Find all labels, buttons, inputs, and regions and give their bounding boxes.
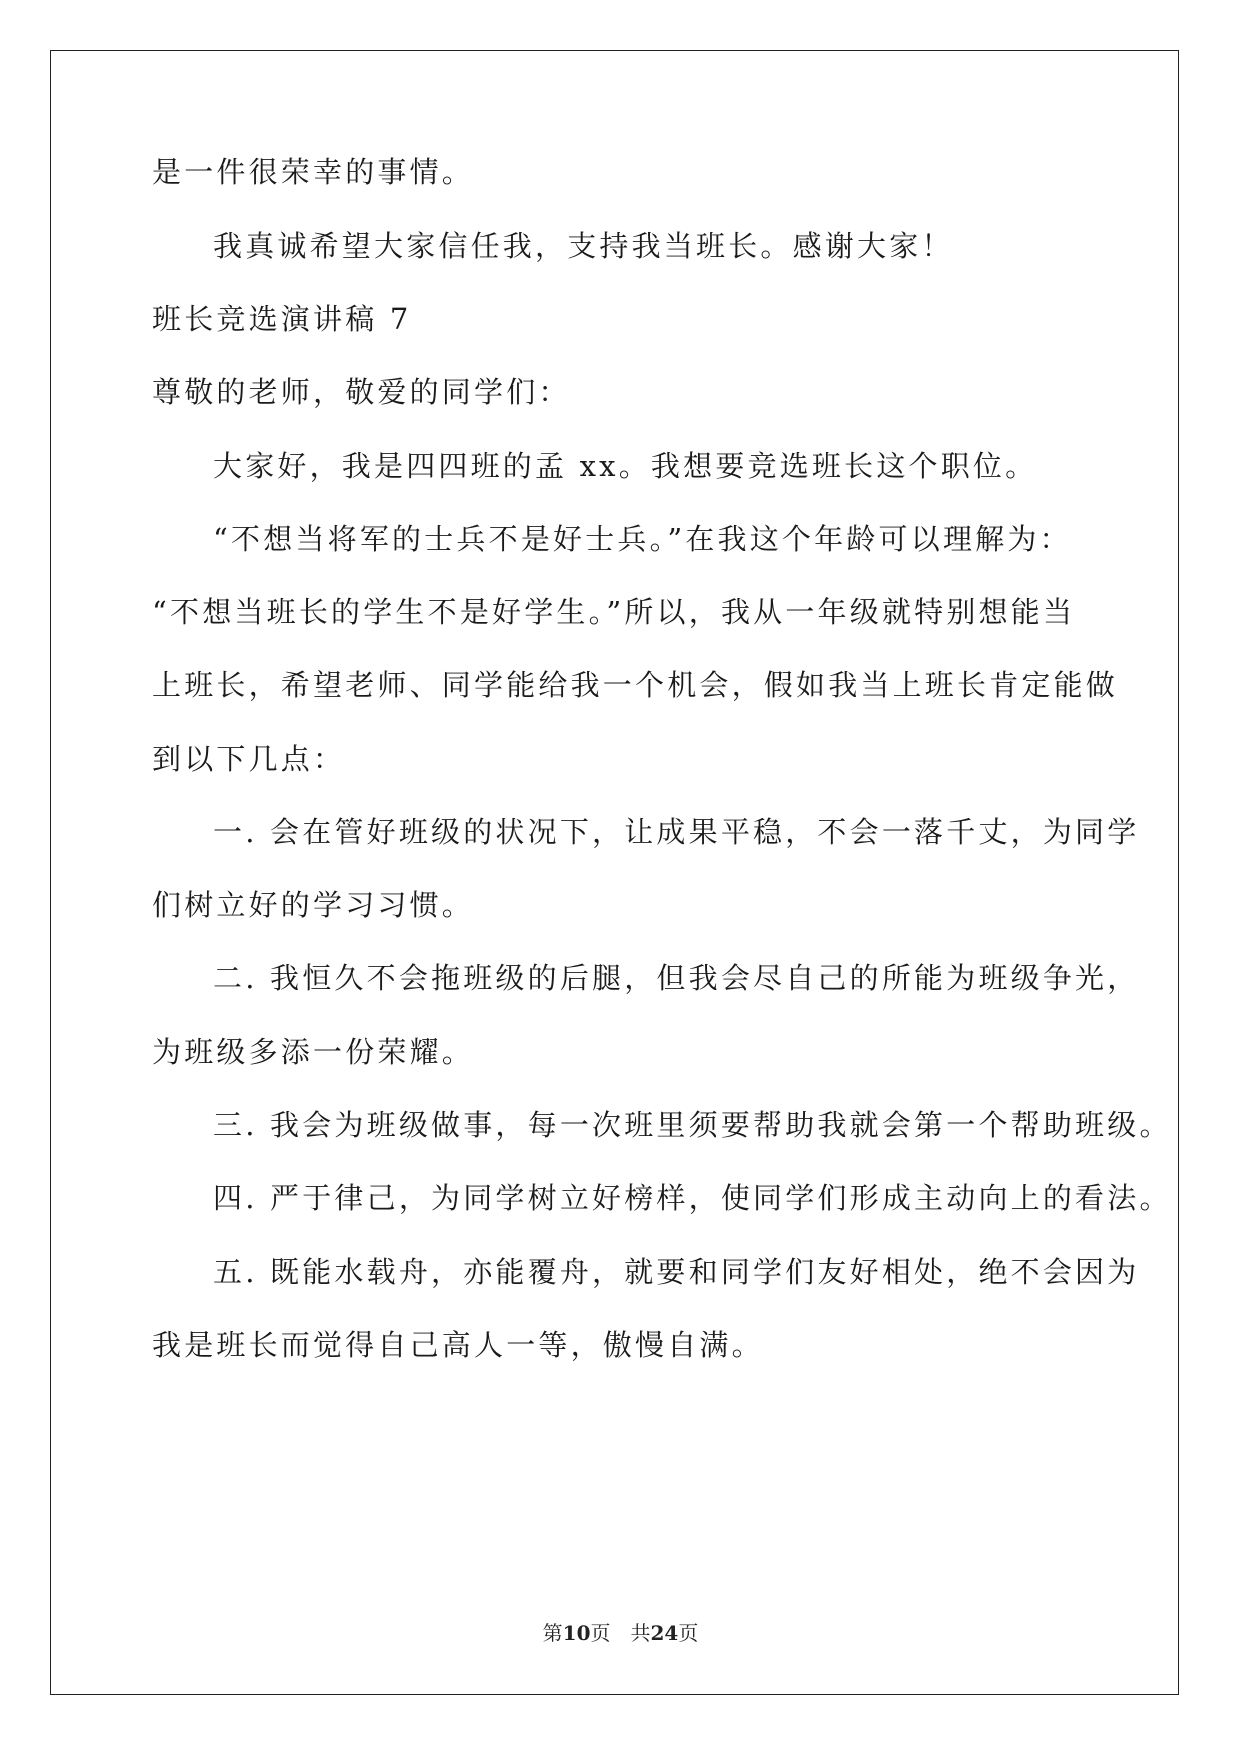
current-page-number: 10 (562, 1621, 591, 1645)
paragraph-line: 上班长，希望老师、同学能给我一个机会，假如我当上班长肯定能做 (152, 668, 1119, 702)
list-item: 四. 严于律己，为同学树立好榜样，使同学们形成主动向上的看法。 (213, 1181, 1172, 1215)
total-page-count: 24 (650, 1621, 679, 1645)
paragraph-line: 我真诚希望大家信任我，支持我当班长。感谢大家！ (213, 229, 954, 263)
list-item: 五. 既能水载舟，亦能覆舟，就要和同学们友好相处，绝不会因为 (213, 1255, 1140, 1289)
page-footer (0, 1617, 1241, 1646)
paragraph-line: 大家好，我是四四班的孟 xx。我想要竞选班长这个职位。 (213, 449, 1038, 483)
paragraph-line: 是一件很荣幸的事情。 (152, 155, 475, 189)
footer-suffix: 页 (678, 1621, 699, 1645)
paragraph-line: 为班级多添一份荣耀。 (152, 1035, 475, 1069)
footer-mid: 页 共 (590, 1621, 651, 1645)
paragraph-line: 我是班长而觉得自己高人一等，傲慢自满。 (152, 1328, 764, 1362)
section-title: 班长竞选演讲稿 7 (152, 302, 412, 336)
footer-prefix: 第 (542, 1621, 563, 1645)
list-item: 一. 会在管好班级的状况下，让成果平稳，不会一落千丈，为同学 (213, 815, 1140, 849)
paragraph-line: 到以下几点： (152, 742, 346, 776)
paragraph-line: “不想当将军的士兵不是好士兵。”在我这个年龄可以理解为： (213, 522, 1072, 556)
page-border (50, 50, 1179, 1695)
list-item: 三. 我会为班级做事，每一次班里须要帮助我就会第一个帮助班级。 (213, 1108, 1172, 1142)
list-item: 二. 我恒久不会拖班级的后腿，但我会尽自己的所能为班级争光， (213, 961, 1140, 995)
paragraph-line: “不想当班长的学生不是好学生。”所以，我从一年级就特别想能当 (152, 595, 1076, 629)
paragraph-line: 们树立好的学习习惯。 (152, 888, 475, 922)
salutation: 尊敬的老师，敬爱的同学们： (152, 375, 571, 409)
